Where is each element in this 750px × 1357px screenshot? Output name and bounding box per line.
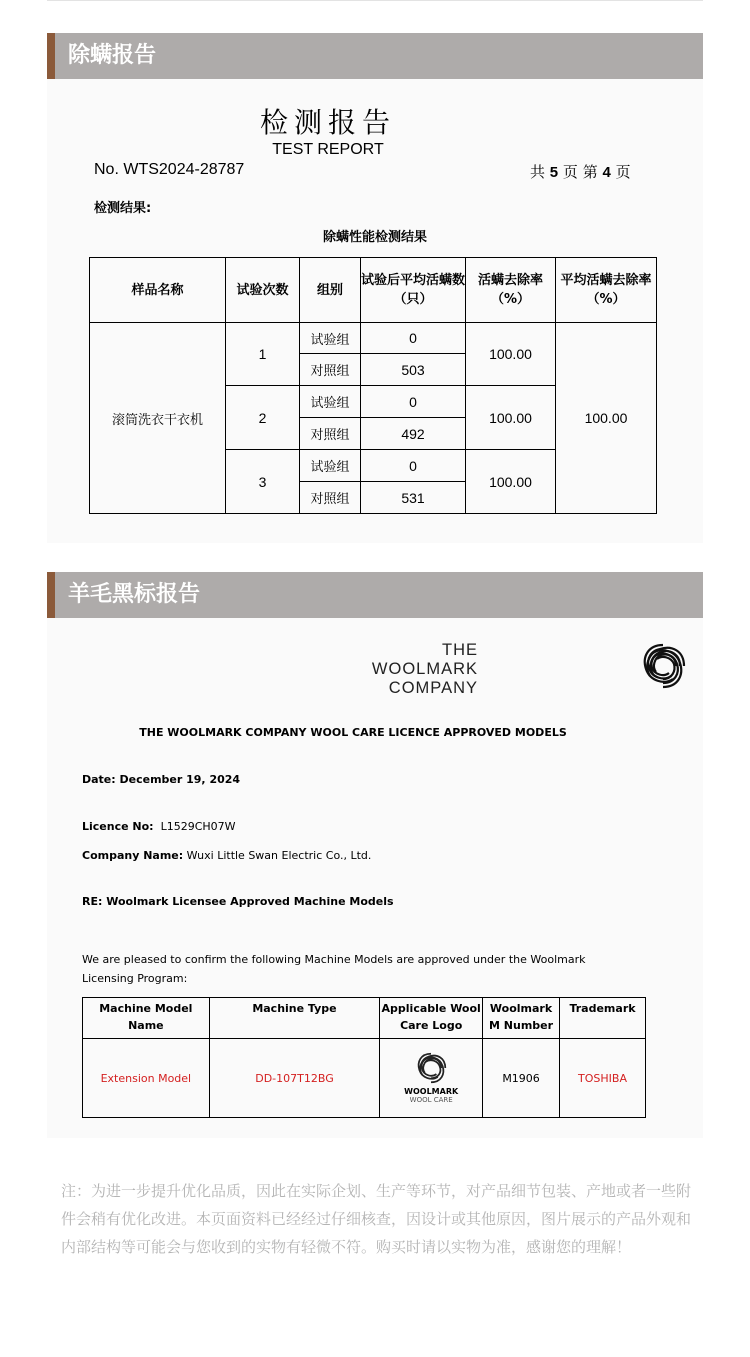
m-number-cell: M1906: [483, 1039, 560, 1118]
section-accent-bar: [47, 572, 55, 618]
group-cell: 对照组: [300, 482, 361, 514]
header-sample-name: 样品名称: [90, 258, 226, 323]
header-trial-no: 试验次数: [226, 258, 300, 323]
report-number: No. WTS2024-28787: [94, 161, 245, 178]
count-cell: 503: [361, 354, 466, 386]
page-info: 共 5 页 第 4 页: [530, 163, 631, 181]
woolmark-swirl-icon: [638, 641, 688, 691]
company-name: Company Name: Wuxi Little Swan Electric Co., Ltd.: [82, 849, 372, 862]
trial-no-cell: 2: [226, 386, 300, 450]
header-machine-type: Machine Type: [209, 998, 380, 1039]
group-cell: 试验组: [300, 450, 361, 482]
trial-no-cell: 3: [226, 450, 300, 514]
woolmark-wool-care-icon: [414, 1051, 448, 1085]
table-header-row: [90, 258, 657, 323]
intro-line: Licensing Program:: [82, 972, 188, 985]
sample-name-cell: 滚筒洗衣干衣机: [90, 323, 226, 514]
intro-line: We are pleased to confirm the following Machine Models are approved under the Woolmark: [82, 953, 586, 966]
group-cell: 试验组: [300, 386, 361, 418]
disclaimer-note: 注：为进一步提升优化品质，因此在实际企划、生产等环节，对产品细节包装、产地或者一些附件会稍有优化改进。本页面资料已经经过仔细核查，因设计或其他原因，图片展示的产品外观和内部结构等可能会与您收到的实物有轻微不符。购买时请以实物为准，感谢您的理解！: [61, 1182, 692, 1256]
header-group: 组别: [300, 258, 361, 323]
licence-number: Licence No: L1529CH07W: [82, 820, 236, 833]
mite-results-table: [89, 257, 657, 514]
count-cell: 0: [361, 323, 466, 354]
top-divider: [47, 0, 703, 1]
wool-care-logo-cell: [380, 1039, 483, 1118]
letter-date: Date: December 19, 2024: [82, 773, 241, 786]
group-cell: 对照组: [300, 418, 361, 450]
header-wool-care-logo: Applicable Wool Care Logo: [380, 998, 483, 1039]
section-title: 羊毛黑标报告: [68, 582, 201, 607]
machine-type-cell: DD-107T12BG: [209, 1039, 380, 1118]
rate-cell: 100.00: [466, 323, 556, 386]
count-cell: 0: [361, 450, 466, 482]
re-line: RE: Woolmark Licensee Approved Machine Models: [82, 895, 394, 908]
section-accent-bar: [47, 33, 55, 79]
count-cell: 0: [361, 386, 466, 418]
trial-no-cell: 1: [226, 323, 300, 386]
header-m-number: Woolmark M Number: [483, 998, 560, 1039]
report-title-zh: 检测报告: [259, 106, 396, 139]
rate-cell: 100.00: [466, 386, 556, 450]
header-avg-removal-rate: 平均活螨去除率（%）: [556, 258, 657, 323]
rate-cell: 100.00: [466, 450, 556, 514]
table-row: [90, 323, 657, 354]
count-cell: 531: [361, 482, 466, 514]
report-title-en: TEST REPORT: [272, 141, 384, 158]
logo-wordmark: THE WOOLMARK COMPANY: [371, 641, 478, 697]
section-title: 除螨报告: [68, 43, 157, 68]
header-trademark: Trademark: [560, 998, 646, 1039]
approved-models-table: [82, 997, 646, 1118]
letter-heading: THE WOOLMARK COMPANY WOOL CARE LICENCE APPROVED MODELS: [139, 726, 567, 739]
logo-caption: WOOLMARK: [404, 1087, 459, 1096]
table-row: [83, 1039, 646, 1118]
section-header-mite-report: [47, 33, 703, 79]
model-name-cell: Extension Model: [83, 1039, 210, 1118]
logo-subcaption: WOOL CARE: [409, 1096, 453, 1104]
table-header-row: [83, 998, 646, 1039]
result-label: 检测结果:: [94, 201, 152, 216]
average-rate-cell: 100.00: [556, 323, 657, 514]
group-cell: 对照组: [300, 354, 361, 386]
header-avg-count: 试验后平均活螨数（只）: [361, 258, 466, 323]
count-cell: 492: [361, 418, 466, 450]
table-title: 除螨性能检测结果: [322, 230, 427, 245]
group-cell: 试验组: [300, 323, 361, 354]
section-header-woolmark-report: [47, 572, 703, 618]
header-model-name: Machine Model Name: [83, 998, 210, 1039]
header-removal-rate: 活螨去除率（%）: [466, 258, 556, 323]
trademark-cell: TOSHIBA: [560, 1039, 646, 1118]
